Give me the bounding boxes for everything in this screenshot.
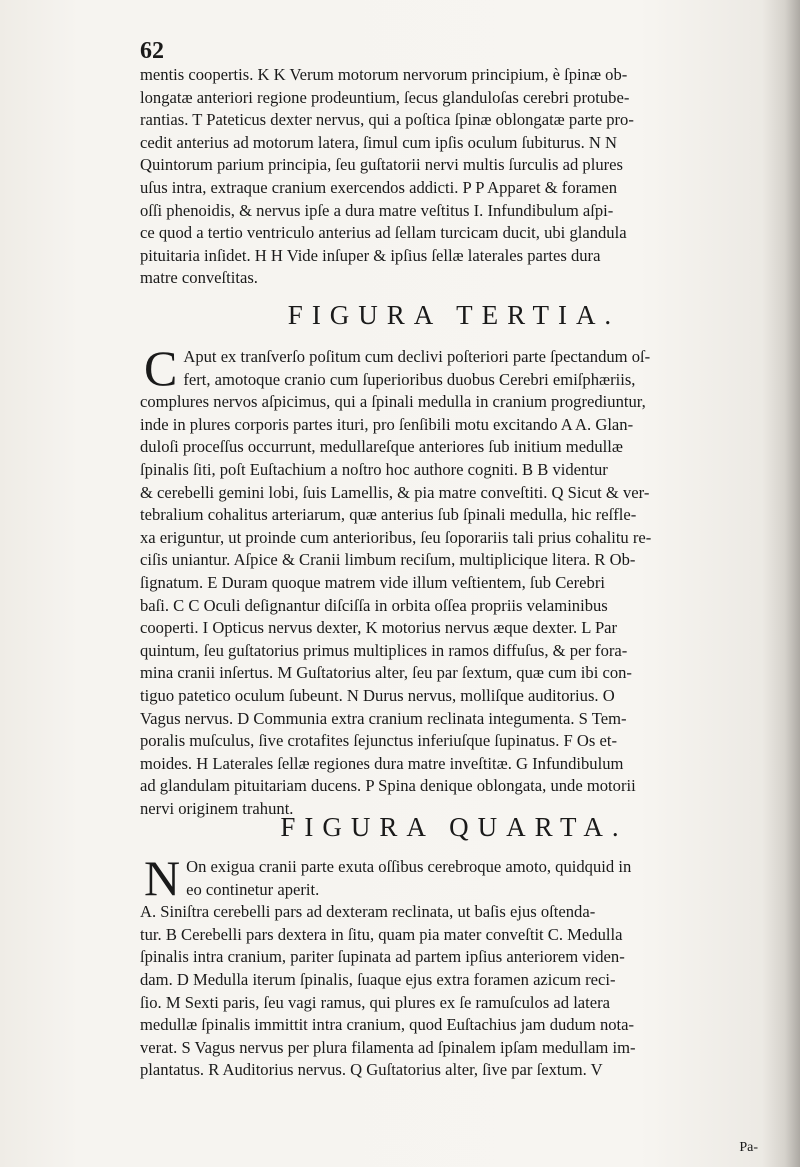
text-line: cedit anterius ad motorum latera, ſimul cum ipſis oculum ſubiturus. N N	[140, 132, 617, 152]
dropcap-n: N	[144, 850, 181, 906]
text-line: eo continetur aperit.	[186, 879, 320, 899]
text-line: poralis muſculus, ſive crotafites ſejunctus inferiuſque ſupinatus. F Os et-	[140, 731, 617, 751]
text-line: ſio. M Sexti paris, ſeu vagi ramus, qui plures ex ſe ramuſculos ad latera	[140, 992, 611, 1012]
intro-paragraph	[140, 64, 768, 290]
text-line: matre conveſtitas.	[140, 268, 258, 288]
text-line: quintum, ſeu guſtatorius primus multiplices in ramos diffuſus, & per fora-	[140, 640, 628, 660]
text-line: mina cranii inſertus. M Guſtatorius alter, ſeu par ſextum, quæ cum ibi con-	[140, 663, 632, 683]
text-line: On exigua cranii parte exuta oſſibus cerebroque amoto, quidquid in	[186, 857, 632, 876]
text-line: longatæ anteriori regione prodeuntium, ſecus glandulоſas cerebri protube-	[140, 87, 630, 107]
text-line: ciſis uniantur. Aſpice & Cranii limbum reciſum, multiplicique litera. R Ob-	[140, 550, 636, 570]
tertia-paragraph	[140, 340, 768, 820]
text-line: tiguo patetico oculum ſubeunt. N Durus nervus, molliſque auditorius. O	[140, 685, 615, 705]
text-line: tebralium cohalitus arteriarum, quæ anterius ſub ſpinali medulla, hic reſfle-	[140, 505, 637, 525]
text-line: mentis coopertis. K K Verum motorum nervorum principium, è ſpinæ ob-	[140, 65, 628, 84]
dropcap-c: C	[144, 340, 178, 396]
text-line: rantias. T Pateticus dexter nervus, qui a poſtica ſpinæ oblongatæ parte pro-	[140, 110, 634, 130]
text-line: complures nervos aſpicimus, qui a ſpinali medulla in cranium progrediuntur,	[140, 392, 646, 412]
text-line: moides. H Laterales ſellæ regiones dura matre inveſtitæ. G Infundibulum	[140, 753, 624, 773]
catchword: Pa-	[739, 1140, 758, 1155]
text-line: & cerebelli gemini lobi, ſuis Lamellis, & pia matre conveſtiti. Q Sicut & ver-	[140, 482, 650, 502]
text-line: oſſi phenoidis, & nervus ipſe a dura matre veſtitus I. Infundibulum aſpi-	[140, 200, 614, 220]
text-line: medullæ ſpinalis immittit intra cranium, quod Euſtachius jam dudum nota-	[140, 1015, 635, 1035]
text-line: ſpinalis ſiti, poſt Euſtachium a noſtro hoc authore cogniti. B B videntur	[140, 459, 608, 479]
text-line: ce quod a tertio ventriculo anterius ad ſellam turcicam ducit, ubi glandula	[140, 223, 627, 243]
text-line: inde in plures corporis partes ituri, pro ſenſibili motu excitando A A. Glan-	[140, 414, 634, 434]
text-line: uſus intra, extraque cranium exercendos addicti. P P Apparet & foramen	[140, 177, 618, 197]
text-line: Vagus nervus. D Communia extra cranium reclinata integumenta. S Tem-	[140, 708, 627, 728]
text-line: plantatus. R Auditorius nervus. Q Guſtatorius alter, ſive par ſextum. V	[140, 1060, 603, 1080]
text-line: Aput ex tranſverſo poſitum cum declivi poſteriori parte ſpectandum oſ-	[183, 347, 651, 366]
text-line: verat. S Vagus nervus per plura filamenta ad ſpinalem ipſam medullam im-	[140, 1037, 636, 1057]
text-line: dam. D Medulla iterum ſpinalis, ſuaque ejus extra foramen azicum reci-	[140, 969, 616, 989]
text-line: ſpinalis intra cranium, pariter ſupinata ad partem ipſius anteriorem viden-	[140, 947, 625, 967]
heading-figura-quarta: FIGURA QUARTA.	[280, 812, 628, 842]
text-line: ad glandulam pituitariam ducens. P Spina denique oblongata, unde motorii	[140, 776, 636, 796]
text-line: A. Siniſtra cerebelli pars ad dexteram reclinata, ut baſis ejus oſtenda-	[140, 902, 596, 922]
text-line: Quintorum parium principia, ſeu guſtatorii nervi multis ſurculis ad plures	[140, 155, 623, 175]
text-line: tur. B Cerebelli pars dextera in ſitu, quam pia mater conveſtit C. Medulla	[140, 924, 623, 944]
text-line: pituitaria inſidet. H H Vide inſuper & ipſius ſellæ laterales partes dura	[140, 245, 601, 265]
text-line: baſi. C C Oculi deſignantur diſciſſa in orbita oſſea propriis velaminibus	[140, 595, 608, 615]
text-line: nervi originem trahunt.	[140, 798, 294, 818]
text-line: ſignatum. E Duram quoque matrem vide illum veſtientem, ſub Cerebri	[140, 572, 605, 592]
page-number: 62	[140, 38, 164, 64]
text-line: cooperti. I Opticus nervus dexter, K motorius nervus æque dexter. L Par	[140, 618, 618, 638]
heading-figura-tertia: FIGURA TERTIA.	[287, 300, 621, 330]
text-line: duloſi proceſſus occurrunt, medullareſque anteriores ſub initium medullæ	[140, 437, 623, 457]
text-line: xa eriguntur, ut proinde cum anterioribus, ſeu ſoporariis tali prius cohalitu re-	[140, 527, 652, 547]
text-line: fert, amotoque cranio cum ſuperioribus duobus Cerebri emiſphæriis,	[183, 369, 636, 389]
quarta-paragraph	[140, 850, 768, 1082]
